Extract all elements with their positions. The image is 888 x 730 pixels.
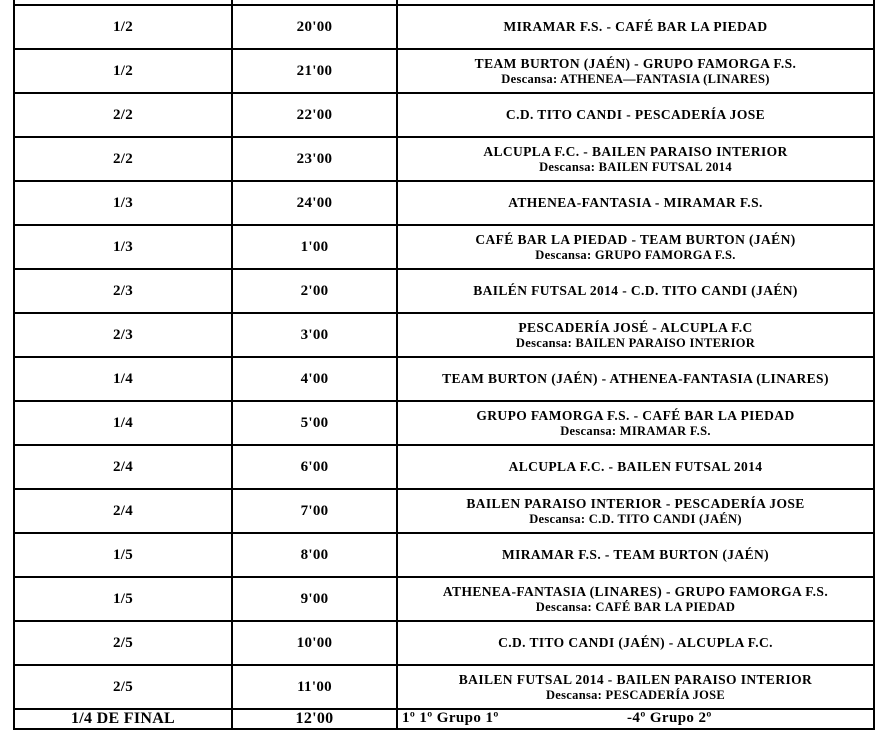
cell-match bbox=[397, 665, 874, 709]
cell-match bbox=[397, 49, 874, 93]
table-row bbox=[14, 621, 874, 665]
cell-match bbox=[397, 445, 874, 489]
table-row bbox=[14, 225, 874, 269]
match-teams-final bbox=[398, 710, 873, 727]
cell-time: 20'00 bbox=[232, 5, 397, 49]
table-row bbox=[14, 181, 874, 225]
schedule-table-body bbox=[14, 0, 874, 729]
match-teams: ATHENEA-FANTASIA (LINARES) - GRUPO FAMORGA F.S. bbox=[442, 584, 829, 600]
table-row-quarterfinal bbox=[14, 709, 874, 729]
cell-time: 24'00 bbox=[232, 181, 397, 225]
match-rest: Descansa: CAFÉ BAR LA PIEDAD bbox=[535, 599, 736, 614]
cell-time: 3'00 bbox=[232, 313, 397, 357]
cell-match bbox=[397, 313, 874, 357]
cell-group: 2/3 bbox=[14, 313, 232, 357]
match-rest: Descansa: C.D. TITO CANDI (JAÉN) bbox=[529, 511, 742, 526]
table-row bbox=[14, 137, 874, 181]
cell-group: 1/5 bbox=[14, 577, 232, 621]
cell-group: 1/3 bbox=[14, 181, 232, 225]
match-teams: MIRAMAR F.S. - TEAM BURTON (JAÉN) bbox=[501, 547, 770, 563]
cell-time: 21'00 bbox=[232, 49, 397, 93]
cell-time: 8'00 bbox=[232, 533, 397, 577]
match-teams: BAILEN FUTSAL 2014 - BAILEN PARAISO INTERIOR bbox=[458, 672, 813, 688]
match-teams: MIRAMAR F.S. - CAFÉ BAR LA PIEDAD bbox=[503, 19, 768, 35]
cell-time: 2'00 bbox=[232, 269, 397, 313]
cell-time: 23'00 bbox=[232, 137, 397, 181]
match-rest: Descansa: MIRAMAR F.S. bbox=[560, 423, 711, 438]
cell-group: 2/3 bbox=[14, 269, 232, 313]
cell-group: 2/5 bbox=[14, 621, 232, 665]
cell-time: 11'00 bbox=[232, 665, 397, 709]
cell-match bbox=[397, 577, 874, 621]
cell-group: 2/2 bbox=[14, 93, 232, 137]
cell-match bbox=[397, 137, 874, 181]
table-row bbox=[14, 445, 874, 489]
match-teams: ATHENEA-FANTASIA - MIRAMAR F.S. bbox=[508, 195, 763, 211]
cell-time: 5'00 bbox=[232, 401, 397, 445]
cell-match bbox=[397, 181, 874, 225]
cell-time: 4'00 bbox=[232, 357, 397, 401]
cell-group: 1/3 bbox=[14, 225, 232, 269]
cell-group: 1/2 bbox=[14, 49, 232, 93]
match-teams: TEAM BURTON (JAÉN) - GRUPO FAMORGA F.S. bbox=[474, 56, 797, 72]
cell-time: 10'00 bbox=[232, 621, 397, 665]
cell-group: 2/4 bbox=[14, 489, 232, 533]
cell-group: 2/4 bbox=[14, 445, 232, 489]
match-rest: Descansa: BAILEN FUTSAL 2014 bbox=[539, 159, 732, 174]
cell-group: 2/5 bbox=[14, 665, 232, 709]
match-teams: BAILÉN FUTSAL 2014 - C.D. TITO CANDI (JAÉN) bbox=[473, 283, 798, 299]
cell-match bbox=[397, 489, 874, 533]
cell-group: 1/4 bbox=[14, 401, 232, 445]
table-row bbox=[14, 269, 874, 313]
cell-group: 1/4 DE FINAL bbox=[14, 709, 232, 729]
table-row bbox=[14, 49, 874, 93]
table-row bbox=[14, 93, 874, 137]
cell-time: 1'00 bbox=[232, 225, 397, 269]
cell-group: 1/2 bbox=[14, 5, 232, 49]
table-row bbox=[14, 533, 874, 577]
match-rest: Descansa: ATHENEA—FANTASIA (LINARES) bbox=[501, 71, 770, 86]
final-left-seed: 1º 1º Grupo 1º bbox=[402, 710, 499, 727]
table-row bbox=[14, 401, 874, 445]
cell-group: 2/2 bbox=[14, 137, 232, 181]
table-row bbox=[14, 313, 874, 357]
final-right-seed: -4º Grupo 2º bbox=[627, 710, 712, 727]
match-teams: PESCADERÍA JOSÉ - ALCUPLA F.C bbox=[518, 320, 753, 336]
match-teams: TEAM BURTON (JAÉN) - ATHENEA-FANTASIA (LINARES) bbox=[442, 371, 829, 387]
cell-time: 12'00 bbox=[232, 709, 397, 729]
cell-match bbox=[397, 225, 874, 269]
cell-group: 1/5 bbox=[14, 533, 232, 577]
cell-match bbox=[397, 93, 874, 137]
cell-match bbox=[397, 269, 874, 313]
cell-match bbox=[397, 401, 874, 445]
match-teams: CAFÉ BAR LA PIEDAD - TEAM BURTON (JAÉN) bbox=[475, 232, 796, 248]
match-teams: C.D. TITO CANDI - PESCADERÍA JOSE bbox=[505, 107, 766, 123]
cell-time: 22'00 bbox=[232, 93, 397, 137]
table-row bbox=[14, 577, 874, 621]
cell-match bbox=[397, 5, 874, 49]
cell-time: 9'00 bbox=[232, 577, 397, 621]
table-row bbox=[14, 5, 874, 49]
match-teams: BAILEN PARAISO INTERIOR - PESCADERÍA JOSE bbox=[466, 496, 805, 512]
cell-match bbox=[397, 709, 874, 729]
table-row bbox=[14, 665, 874, 709]
match-rest: Descansa: PESCADERÍA JOSE bbox=[545, 687, 726, 702]
table-row bbox=[14, 357, 874, 401]
cell-match bbox=[397, 357, 874, 401]
cell-match bbox=[397, 621, 874, 665]
table-row bbox=[14, 489, 874, 533]
match-teams: C.D. TITO CANDI (JAÉN) - ALCUPLA F.C. bbox=[498, 635, 773, 651]
match-teams: ALCUPLA F.C. - BAILEN FUTSAL 2014 bbox=[508, 459, 763, 475]
match-rest: Descansa: BAILEN PARAISO INTERIOR bbox=[515, 335, 756, 350]
cell-group: 1/4 bbox=[14, 357, 232, 401]
cell-match bbox=[397, 533, 874, 577]
cell-time: 6'00 bbox=[232, 445, 397, 489]
match-teams: GRUPO FAMORGA F.S. - CAFÉ BAR LA PIEDAD bbox=[476, 408, 795, 424]
schedule-table bbox=[13, 0, 875, 730]
match-rest: Descansa: GRUPO FAMORGA F.S. bbox=[535, 247, 736, 262]
cell-time: 7'00 bbox=[232, 489, 397, 533]
match-rest bbox=[398, 0, 873, 1]
match-teams: ALCUPLA F.C. - BAILEN PARAISO INTERIOR bbox=[483, 144, 788, 160]
